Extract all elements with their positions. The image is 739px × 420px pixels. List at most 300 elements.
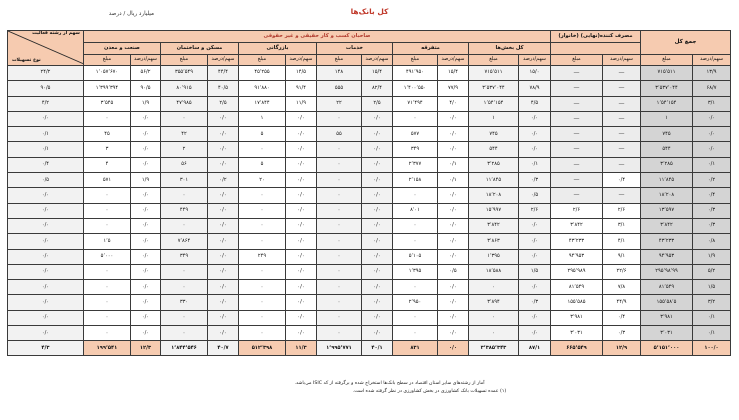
cell-misc-share: ۴/۰ (437, 96, 468, 111)
table-row (7, 188, 730, 203)
cell-consumer-share: — (602, 81, 640, 96)
cell-all-sectors-amount: ۳٬۸۶۳ (468, 234, 518, 249)
cell-services-amount: ۰ (316, 203, 361, 218)
cell-housing-share: ۰/۰ (207, 295, 238, 310)
cell-trade-share: ۱۴/۵ (285, 66, 316, 81)
cell-trade-share: ۰/۰ (285, 280, 316, 295)
cell-agriculture-share: ۰/۰ (7, 111, 83, 126)
subcol-misc-share: سهم/درصد (437, 55, 468, 66)
table-row (7, 157, 730, 172)
cell-trade-amount: ۱۷٬۸۴۴ (238, 96, 285, 111)
cell-services-amount: ۰ (316, 295, 361, 310)
cell-grand-total-amount: ۸۱٬۵۴۹ (640, 280, 692, 295)
cell-grand-total-share: ۰/۴ (693, 188, 731, 203)
cell-trade-amount: ۵ (238, 157, 285, 172)
cell-all-sectors-amount: ۱ (468, 111, 518, 126)
cell-trade-amount: ۰ (238, 234, 285, 249)
cell-all-sectors-amount: ۳٬۸۴۲ (468, 218, 518, 233)
cell-grand-total-amount: ۵٬۱۵۱٬۰۰۰ (640, 341, 692, 356)
cell-trade-amount: ۰ (238, 264, 285, 279)
cell-misc-share: ۰/۰ (437, 280, 468, 295)
cell-all-sectors-amount: ۱۱٬۸۴۵ (468, 173, 518, 188)
cell-services-amount: ۰ (316, 157, 361, 172)
cell-consumer-share: ۱۲/۹ (602, 341, 640, 356)
cell-misc-amount: ۵٬۱۰۵ (392, 249, 437, 264)
cell-grand-total-amount: ۱۵۵٬۵۸٬۵ (640, 295, 692, 310)
cell-services-share: ۰/۰ (361, 127, 392, 142)
cell-agriculture-share: ۰/۰ (7, 280, 83, 295)
cell-consumer-share: ۰/۴ (602, 173, 640, 188)
corner-label-facility-type: نوع تسهیلات (11, 57, 41, 63)
cell-services-amount: ۲۲ (316, 96, 361, 111)
cell-services-amount: ۰ (316, 326, 361, 341)
cell-grand-total-share: ۰/۰ (693, 142, 731, 157)
subcol-grand-total-share: سهم/درصد (693, 55, 731, 66)
cell-housing-share: ۰/۰ (207, 203, 238, 218)
cell-grand-total-share: ۱/۹ (693, 249, 731, 264)
cell-trade-amount: ۵۱۲٬۳۹۸ (238, 341, 285, 356)
cell-trade-share: ۰/۰ (285, 173, 316, 188)
cell-misc-share: ۰/۰ (437, 188, 468, 203)
cell-housing-share: ۰/۰ (207, 326, 238, 341)
cell-housing-share: ۰/۰ (207, 142, 238, 157)
cell-housing-share: ۰/۰ (207, 234, 238, 249)
subcol-consumer-amount: مبلغ (550, 55, 602, 66)
cell-consumer-amount: ۶۶۵٬۵۴۹ (550, 341, 602, 356)
cell-industry-amount: ۳٬۵۴۵ (83, 96, 130, 111)
table-row (7, 326, 730, 341)
cell-services-amount: ۰ (316, 234, 361, 249)
cell-misc-share: ۷۷/۹ (437, 81, 468, 96)
cell-industry-amount: ۰ (83, 310, 130, 325)
col-group-consumer: مصرف کننده‌(نهایی) (خانوار) (550, 31, 640, 43)
cell-misc-share: ۰/۰ (437, 234, 468, 249)
cell-industry-amount: ۴۵ (83, 127, 130, 142)
cell-industry-amount: ۴ (83, 157, 130, 172)
cell-consumer-share: ۰/۴ (602, 310, 640, 325)
cell-trade-amount: ۰ (238, 218, 285, 233)
cell-housing-amount: ۴۷٬۹۸۵ (160, 96, 207, 111)
col-group-grand-total: جمع کل (640, 31, 730, 55)
cell-services-share: ۴۰/۱ (361, 341, 392, 356)
cell-consumer-amount: ۳٬۸۴۲ (550, 218, 602, 233)
cell-industry-share: ۰/۰ (130, 280, 160, 295)
col-sector-all: کل بخش‌ها (468, 43, 550, 55)
cell-consumer-amount: ۱۵۵٬۵۸۵ (550, 295, 602, 310)
cell-agriculture-share: ۰/۵ (7, 173, 83, 188)
subcol-all-sectors-amount: مبلغ (468, 55, 518, 66)
cell-trade-share: ۹۱/۴ (285, 81, 316, 96)
cell-trade-amount: ۰ (238, 310, 285, 325)
cell-all-sectors-share: ۰/۳ (518, 173, 550, 188)
cell-grand-total-amount: ۳٬۵۳۷٬۰۴۴ (640, 81, 692, 96)
cell-services-share: ۱۵/۴ (361, 66, 392, 81)
cell-all-sectors-share: ۰/۰ (518, 111, 550, 126)
cell-housing-amount: ۳۵۵٬۵۴۹ (160, 66, 207, 81)
subcol-trade-share: سهم/درصد (285, 55, 316, 66)
cell-industry-amount: ۰ (83, 111, 130, 126)
table-row (7, 264, 730, 279)
cell-misc-amount: ۲٬۳۷۷ (392, 157, 437, 172)
cell-consumer-amount: — (550, 157, 602, 172)
cell-all-sectors-share: ۴/۵ (518, 96, 550, 111)
cell-misc-share: ۰/۰ (437, 127, 468, 142)
cell-all-sectors-amount: ۵۴۴ (468, 142, 518, 157)
subcol-services-amount: مبلغ (316, 55, 361, 66)
cell-all-sectors-amount: ۷۱۵٬۵۱۱ (468, 66, 518, 81)
cell-housing-amount: ۷٬۸۶۴ (160, 234, 207, 249)
cell-housing-share: ۰/۰ (207, 127, 238, 142)
cell-housing-amount: ۳۰۱ (160, 173, 207, 188)
header-row-sectors (7, 43, 730, 55)
cell-trade-amount: ۲۴۹ (238, 249, 285, 264)
cell-all-sectors-share: ۷۸/۹ (518, 81, 550, 96)
cell-all-sectors-amount: ۰ (468, 310, 518, 325)
cell-misc-share: ۰/۰ (437, 218, 468, 233)
cell-trade-share: ۰/۰ (285, 157, 316, 172)
cell-trade-share: ۰/۰ (285, 142, 316, 157)
cell-agriculture-share: ۲۴/۲ (7, 66, 83, 81)
cell-housing-share: ۰/۰ (207, 157, 238, 172)
cell-misc-amount: ۰ (392, 111, 437, 126)
cell-services-share: ۰/۰ (361, 295, 392, 310)
cell-agriculture-share: ۰/۰ (7, 326, 83, 341)
cell-all-sectors-share: ۰/۰ (518, 249, 550, 264)
cell-consumer-share: ۹/۱ (602, 249, 640, 264)
subcol-industry-share: سهم/درصد (130, 55, 160, 66)
cell-housing-amount: ۰ (160, 326, 207, 341)
cell-consumer-share: — (602, 188, 640, 203)
cell-all-sectors-share: ۱/۵ (518, 264, 550, 279)
cell-trade-amount: ۰ (238, 188, 285, 203)
cell-misc-amount: ۱٬۳۹۵ (392, 264, 437, 279)
cell-trade-amount: ۰ (238, 295, 285, 310)
cell-grand-total-share: ۰/۳ (693, 203, 731, 218)
cell-industry-share: ۰/۰ (130, 234, 160, 249)
cell-housing-share: ۰/۰ (207, 264, 238, 279)
subcol-all-sectors-share: سهم/درصد (518, 55, 550, 66)
cell-industry-amount: ۰ (83, 188, 130, 203)
cell-services-share: ۲/۵ (361, 96, 392, 111)
cell-agriculture-share: ۰/۰ (7, 188, 83, 203)
cell-industry-share: ۰/۰ (130, 295, 160, 310)
cell-misc-amount: ۳۴۹ (392, 142, 437, 157)
table-row (7, 295, 730, 310)
cell-grand-total-share: ۰/۲ (693, 173, 731, 188)
table-body (7, 66, 730, 356)
cell-all-sectors-share: ۰/۳ (518, 295, 550, 310)
cell-all-sectors-amount: ۱۸٬۵۸۸ (468, 264, 518, 279)
cell-trade-share: ۰/۰ (285, 310, 316, 325)
cell-misc-amount: ۰ (392, 234, 437, 249)
cell-all-sectors-amount: ۳٬۲۸۵ (468, 157, 518, 172)
cell-industry-share: ۱/۹ (130, 173, 160, 188)
cell-agriculture-share: ۰/۰ (7, 249, 83, 264)
cell-housing-amount: ۲ (160, 142, 207, 157)
cell-grand-total-share: ۰/۸ (693, 234, 731, 249)
cell-consumer-amount: — (550, 66, 602, 81)
cell-all-sectors-share: ۰/۰ (518, 218, 550, 233)
cell-trade-share: ۰/۰ (285, 203, 316, 218)
cell-services-share: ۰/۰ (361, 142, 392, 157)
table-row (7, 280, 730, 295)
col-sector-misc: متفرقه (392, 43, 468, 55)
cell-trade-share: ۰/۰ (285, 127, 316, 142)
cell-consumer-share: — (602, 157, 640, 172)
cell-grand-total-share: ۵/۲ (693, 264, 731, 279)
cell-industry-share: ۰/۰ (130, 249, 160, 264)
cell-misc-share: ۰/۰ (437, 326, 468, 341)
cell-trade-amount: ۰ (238, 280, 285, 295)
cell-industry-share: ۹۰/۵ (130, 81, 160, 96)
cell-misc-amount: ۰ (392, 280, 437, 295)
cell-services-share: ۰/۰ (361, 234, 392, 249)
cell-all-sectors-amount: ۰ (468, 280, 518, 295)
cell-misc-amount: ۱٬۴۰۰٬۵۵۰ (392, 81, 437, 96)
cell-housing-amount: ۳۳۰ (160, 295, 207, 310)
unit-label: میلیارد ریال / درصد (108, 11, 154, 17)
cell-all-sectors-amount: ۳٬۸۹۴ (468, 295, 518, 310)
corner-label-sector: سهم از رشته فعالیت (32, 31, 80, 36)
cell-all-sectors-amount: ۱۸٬۲۰۸ (468, 188, 518, 203)
cell-agriculture-share: ۹۰/۵ (7, 81, 83, 96)
cell-grand-total-amount: ۷۱۵٬۵۱۱ (640, 66, 692, 81)
cell-all-sectors-share: ۰/۵ (518, 188, 550, 203)
cell-services-share: ۰/۰ (361, 157, 392, 172)
cell-consumer-amount: — (550, 127, 602, 142)
table-row (7, 234, 730, 249)
footnote-1: آمار از رشته‌های سایر استان اقتصاد در سطح بانک‌ها استخراج شده و برگرفته از کد ISIC می‌باشد. (294, 381, 485, 386)
cell-consumer-share: — (602, 96, 640, 111)
cell-services-share: ۰/۰ (361, 326, 392, 341)
cell-misc-share: ۰/۰ (437, 111, 468, 126)
table-container (8, 30, 731, 356)
page-title: کل بانک‌ها (350, 7, 389, 16)
cell-agriculture-share: ۴/۲ (7, 96, 83, 111)
corner-header-cell (7, 31, 83, 66)
cell-consumer-share: ۷/۸ (602, 280, 640, 295)
cell-grand-total-share: ۰/۰ (693, 111, 731, 126)
header-row-groups (7, 31, 730, 43)
cell-trade-share: ۰/۰ (285, 234, 316, 249)
cell-services-share: ۰/۰ (361, 249, 392, 264)
table-row (7, 96, 730, 111)
cell-all-sectors-share: ۰/۰ (518, 234, 550, 249)
cell-all-sectors-share: ۸۷/۱ (518, 341, 550, 356)
subcol-housing-amount: مبلغ (160, 55, 207, 66)
cell-misc-share: ۰/۰ (437, 295, 468, 310)
cell-services-amount: ۰ (316, 249, 361, 264)
cell-misc-amount: ۰ (392, 310, 437, 325)
cell-industry-share: ۰/۰ (130, 142, 160, 157)
subcol-industry-amount: مبلغ (83, 55, 130, 66)
cell-consumer-share: ۰/۳ (602, 326, 640, 341)
cell-trade-amount: ۴۵٬۲۵۵ (238, 66, 285, 81)
cell-consumer-amount: — (550, 188, 602, 203)
cell-housing-share: ۲/۵ (207, 96, 238, 111)
cell-grand-total-amount: ۳٬۹۸۱ (640, 310, 692, 325)
footnotes (8, 381, 731, 397)
cell-trade-share: ۰/۰ (285, 295, 316, 310)
cell-consumer-amount: ۸۱٬۵۴۹ (550, 280, 602, 295)
cell-misc-amount: ۲٬۱۵۸ (392, 173, 437, 188)
cell-consumer-amount: ۴۳٬۲۳۳ (550, 234, 602, 249)
cell-services-amount: ۰ (316, 218, 361, 233)
cell-trade-amount: ۵ (238, 127, 285, 142)
subcol-consumer-share: سهم/درصد (602, 55, 640, 66)
cell-services-amount: ۵۵۵ (316, 81, 361, 96)
cell-industry-share: ۰/۰ (130, 264, 160, 279)
cell-services-share: ۰/۰ (361, 264, 392, 279)
cell-services-amount: ۰ (316, 280, 361, 295)
table-row (7, 81, 730, 96)
cell-misc-share: ۰/۱ (437, 173, 468, 188)
table-row (7, 249, 730, 264)
header-row-subcolumns (7, 55, 730, 66)
cell-industry-share: ۱/۹ (130, 96, 160, 111)
cell-trade-share: ۰/۰ (285, 326, 316, 341)
cell-all-sectors-share: ۰/۰ (518, 310, 550, 325)
cell-housing-amount: ۴۲ (160, 127, 207, 142)
subcol-services-share: سهم/درصد (361, 55, 392, 66)
report-header (0, 0, 739, 30)
cell-all-sectors-amount: ۱٬۳۹۵ (468, 249, 518, 264)
cell-misc-amount: ۰ (392, 326, 437, 341)
cell-housing-amount: ۳۴۹ (160, 249, 207, 264)
cell-consumer-amount: ۳٬۰۳۱ (550, 326, 602, 341)
cell-trade-amount: ۰ (238, 326, 285, 341)
cell-industry-share: ۰/۰ (130, 111, 160, 126)
cell-grand-total-amount: ۷۴۵ (640, 127, 692, 142)
cell-grand-total-amount: ۳٬۸۴۲ (640, 218, 692, 233)
table-row (7, 127, 730, 142)
cell-grand-total-amount: ۴۳٬۲۳۳ (640, 234, 692, 249)
cell-all-sectors-share: ۰/۱ (518, 157, 550, 172)
cell-consumer-amount: — (550, 173, 602, 188)
cell-all-sectors-share: ۰/۰ (518, 142, 550, 157)
cell-consumer-amount: ۹۴٬۹۵۳ (550, 249, 602, 264)
col-sector-trade: بازرگانی (238, 43, 316, 55)
cell-all-sectors-share: ۰/۰ (518, 127, 550, 142)
cell-housing-share: ۰/۰ (207, 188, 238, 203)
cell-industry-amount: ۰ (83, 203, 130, 218)
table-row (7, 66, 730, 81)
cell-industry-share: ۰/۰ (130, 188, 160, 203)
cell-services-amount: ۰ (316, 188, 361, 203)
cell-all-sectors-amount: ۳٬۳۸۵٬۳۴۳ (468, 341, 518, 356)
cell-agriculture-share: ۰/۰ (7, 218, 83, 233)
cell-all-sectors-amount: ۱۵٬۹۹۷ (468, 203, 518, 218)
subcol-misc-amount: مبلغ (392, 55, 437, 66)
cell-housing-amount: ۰ (160, 264, 207, 279)
cell-misc-amount: ۸٬۰۱ (392, 203, 437, 218)
cell-all-sectors-amount: ۰ (468, 326, 518, 341)
col-sector-housing: مسکن و ساختمان (160, 43, 238, 55)
cell-services-share: ۰/۰ (361, 280, 392, 295)
cell-industry-share: ۰/۰ (130, 326, 160, 341)
cell-housing-amount: ۰ (160, 111, 207, 126)
table-row (7, 203, 730, 218)
cell-agriculture-share: ۰/۱ (7, 142, 83, 157)
cell-all-sectors-amount: ۱٬۵۴٬۱۵۴ (468, 96, 518, 111)
cell-all-sectors-amount: ۳٬۵۳۷٬۰۴۴ (468, 81, 518, 96)
cell-consumer-share: — (602, 127, 640, 142)
cell-industry-amount: ۳ (83, 142, 130, 157)
cell-grand-total-share: ۱۳/۹ (693, 66, 731, 81)
cell-industry-share: ۱۲/۳ (130, 341, 160, 356)
cell-consumer-share: — (602, 111, 640, 126)
cell-misc-share: ۰/۰ (437, 249, 468, 264)
cell-industry-amount: ۵٬۰۰۰ (83, 249, 130, 264)
col-group-business-owners: صاحبان کسب و کار حقیقی و غیر حقوقی (83, 31, 550, 43)
cell-grand-total-share: ۰/۰ (693, 127, 731, 142)
cell-grand-total-amount: ۱۱٬۸۴۵ (640, 173, 692, 188)
cell-misc-share: ۰/۰ (437, 341, 468, 356)
col-sector-industry: صنعت و معدن (83, 43, 160, 55)
cell-industry-share: ۰/۰ (130, 203, 160, 218)
table-row (7, 111, 730, 126)
cell-all-sectors-share: ۰/۰ (518, 280, 550, 295)
cell-grand-total-share: ۰/۱ (693, 310, 731, 325)
subcol-grand-total-amount: مبلغ (640, 55, 692, 66)
cell-grand-total-share: ۶۸/۷ (693, 81, 731, 96)
cell-services-amount: ۱۴۸ (316, 66, 361, 81)
cell-housing-share: ۴۰/۷ (207, 341, 238, 356)
cell-agriculture-share: ۰/۰ (7, 310, 83, 325)
cell-grand-total-share: ۳/۱ (693, 96, 731, 111)
cell-services-amount: ۰ (316, 111, 361, 126)
cell-services-amount: ۵۵ (316, 127, 361, 142)
cell-agriculture-share: ۰/۰ (7, 234, 83, 249)
cell-misc-share: ۰/۰ (437, 310, 468, 325)
cell-grand-total-amount: ۵۴۴ (640, 142, 692, 157)
cell-misc-amount: ۷۱٬۴۹۴ (392, 96, 437, 111)
cell-misc-amount: ۰ (392, 188, 437, 203)
cell-misc-share: ۰/۰ (437, 203, 468, 218)
cell-grand-total-amount: ۳٬۲۸۵ (640, 157, 692, 172)
cell-consumer-share: — (602, 66, 640, 81)
cell-misc-share: ۱۵/۴ (437, 66, 468, 81)
cell-services-amount: ۰ (316, 310, 361, 325)
banking-facilities-table (7, 30, 731, 356)
cell-agriculture-share: ۰/۰ (7, 295, 83, 310)
cell-trade-share: ۰/۰ (285, 111, 316, 126)
cell-grand-total-share: ۳/۲ (693, 295, 731, 310)
table-row (7, 218, 730, 233)
cell-industry-share: ۰/۰ (130, 218, 160, 233)
cell-trade-share: ۱۱/۹ (285, 96, 316, 111)
cell-grand-total-amount: ۱ (640, 111, 692, 126)
cell-consumer-amount: ۲/۶ (550, 203, 602, 218)
table-row (7, 173, 730, 188)
cell-grand-total-amount: ۲۹۵٬۹۸٬۹۹ (640, 264, 692, 279)
cell-grand-total-share: ۱/۵ (693, 280, 731, 295)
cell-grand-total-amount: ۱۸٬۲۰۸ (640, 188, 692, 203)
cell-housing-share: ۰/۲ (207, 173, 238, 188)
cell-trade-amount: ۰ (238, 142, 285, 157)
table-row (7, 310, 730, 325)
cell-consumer-share: ۲۲/۶ (602, 264, 640, 279)
cell-misc-amount: ۵۷۷ (392, 127, 437, 142)
cell-agriculture-share: ۴/۳ (7, 341, 83, 356)
cell-consumer-share: ۲/۶ (602, 203, 640, 218)
cell-housing-share: ۰/۰ (207, 310, 238, 325)
cell-all-sectors-share: ۲/۶ (518, 203, 550, 218)
cell-trade-amount: ۲۰ (238, 173, 285, 188)
subcol-trade-amount: مبلغ (238, 55, 285, 66)
cell-industry-amount: ۵۷۱ (83, 173, 130, 188)
cell-housing-amount: ۰ (160, 218, 207, 233)
